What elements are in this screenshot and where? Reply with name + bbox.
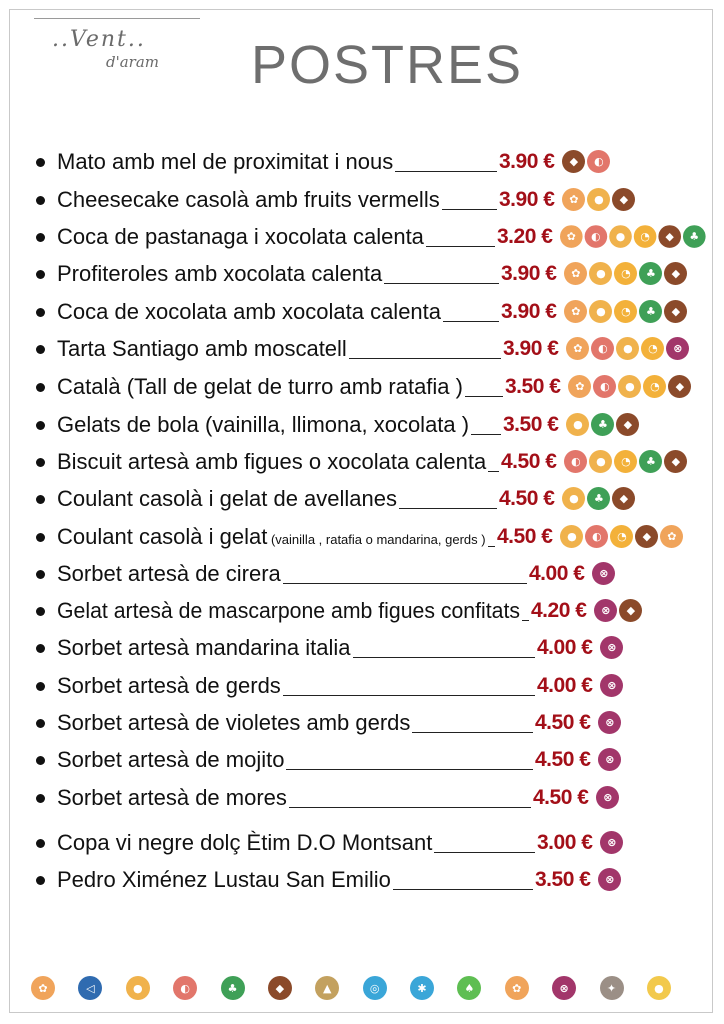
allergen-icons <box>600 831 623 855</box>
bullet-icon <box>36 308 45 317</box>
peanut-icon: ◆ <box>619 599 642 622</box>
eggs-icon: ● <box>587 188 610 211</box>
gluten-icon: ✿ <box>660 525 683 548</box>
bullet-icon <box>36 607 45 616</box>
dish-name-text: Sorbet artesà de violetes amb gerds <box>57 710 411 735</box>
menu-item <box>0 256 724 292</box>
nuts-icon: ◐ <box>585 525 608 548</box>
dish-name-text: Sorbet artesà de mojito <box>57 747 285 772</box>
sulphites-icon: ⊗ <box>666 337 689 360</box>
bullet-icon <box>36 570 45 579</box>
mustard-icon: ● <box>647 976 671 1000</box>
dish-name <box>57 481 397 517</box>
menu-item <box>0 780 724 816</box>
dish-name-text: Biscuit artesà amb figues o xocolata calenta <box>57 449 487 474</box>
dish-price: 3.20 € <box>497 225 553 248</box>
bullet-icon <box>36 158 45 167</box>
bullet-icon <box>36 421 45 430</box>
peanut-icon: ◆ <box>612 188 635 211</box>
dish-name <box>57 780 287 816</box>
soy-icon: ♣ <box>591 413 614 436</box>
dish-name <box>57 668 281 704</box>
dish-note: (vainilla , ratafia o mandarina, gerds ) <box>267 532 486 547</box>
peanut-icon: ◆ <box>268 976 292 1000</box>
dish-name-text: Català (Tall de gelat de turro amb ratafia ) <box>57 374 463 399</box>
dotted-leader <box>283 695 535 696</box>
dotted-leader <box>395 171 497 172</box>
eggs-icon: ● <box>126 976 150 1000</box>
allergen-icons <box>600 636 623 660</box>
dish-price: 4.50 € <box>533 786 589 809</box>
dotted-leader <box>488 546 495 547</box>
dish-name <box>57 369 463 405</box>
allergen-icons <box>596 786 619 810</box>
dish-price: 3.90 € <box>499 188 555 211</box>
dish-name-text: Pedro Ximénez Lustau San Emilio <box>57 867 391 892</box>
dotted-leader <box>443 321 499 322</box>
dish-name <box>57 256 382 292</box>
dotted-leader <box>349 358 501 359</box>
milk-icon: ◔ <box>614 262 637 285</box>
sulphites-icon: ⊗ <box>600 831 623 854</box>
allergen-icons <box>560 225 706 249</box>
bullet-icon <box>36 682 45 691</box>
dish-name <box>57 556 281 592</box>
dish-name-text: Sorbet artesà de gerds <box>57 673 281 698</box>
menu-item <box>0 668 724 704</box>
soy-icon: ♣ <box>639 262 662 285</box>
peanut-icon: ◆ <box>635 525 658 548</box>
allergen-icons <box>562 487 635 511</box>
eggs-icon: ● <box>566 413 589 436</box>
eggs-icon: ● <box>560 525 583 548</box>
gluten-icon: ✿ <box>568 375 591 398</box>
dish-name <box>57 219 424 255</box>
dish-name-text: Sorbet artesà de cirera <box>57 561 281 586</box>
allergen-icons <box>598 711 621 735</box>
dish-name-text: Coulant casolà i gelat <box>57 524 268 549</box>
dish-price: 3.50 € <box>505 375 561 398</box>
dish-price: 4.50 € <box>497 525 553 548</box>
dish-name-text: Coca de xocolata amb xocolata calenta <box>57 299 442 324</box>
dish-name <box>57 331 347 367</box>
menu-item <box>0 144 724 180</box>
bullet-icon <box>36 495 45 504</box>
sulphites-icon: ⊗ <box>598 748 621 771</box>
milk-icon: ◔ <box>643 375 666 398</box>
nuts-icon: ◐ <box>593 375 616 398</box>
peanut-icon: ◆ <box>616 413 639 436</box>
bullet-icon <box>36 270 45 279</box>
gluten-icon: ✿ <box>564 300 587 323</box>
dotted-leader <box>471 434 501 435</box>
nuts-icon: ◐ <box>591 337 614 360</box>
sesame-icon: ▲ <box>315 976 339 1000</box>
soy-icon: ♣ <box>221 976 245 1000</box>
dotted-leader <box>393 889 533 890</box>
sulphites-icon: ⊗ <box>592 562 615 585</box>
dish-price: 3.50 € <box>535 868 591 891</box>
sulphites-icon: ⊗ <box>552 976 576 1000</box>
menu-item <box>0 182 724 218</box>
allergen-icons <box>562 188 635 212</box>
soy-icon: ♣ <box>639 450 662 473</box>
allergen-icons <box>560 525 683 549</box>
sulphites-icon: ⊗ <box>600 674 623 697</box>
dish-price: 3.50 € <box>503 413 559 436</box>
soy-icon: ♣ <box>587 487 610 510</box>
eggs-icon: ● <box>616 337 639 360</box>
logo-wordmark: ..Vent.. <box>52 27 146 52</box>
bullet-icon <box>36 196 45 205</box>
dotted-leader <box>426 246 495 247</box>
sulphites-icon: ⊗ <box>596 786 619 809</box>
menu-item <box>0 593 724 629</box>
allergen-icons <box>562 150 610 174</box>
soy-icon: ♣ <box>683 225 706 248</box>
crab-icon: ✱ <box>410 976 434 1000</box>
eggs-icon: ● <box>610 225 633 248</box>
allergen-icons <box>598 748 621 772</box>
sulphites-icon: ⊗ <box>598 711 621 734</box>
sulphites-icon: ⊗ <box>594 599 617 622</box>
allergen-icons <box>598 868 621 892</box>
dish-price: 4.50 € <box>535 711 591 734</box>
dish-price: 4.50 € <box>535 748 591 771</box>
bullet-icon <box>36 458 45 467</box>
menu-item <box>0 825 724 861</box>
bullet-icon <box>36 533 45 542</box>
dotted-leader <box>412 732 533 733</box>
bullet-icon <box>36 876 45 885</box>
dish-price: 4.00 € <box>529 562 585 585</box>
sulphites-icon: ⊗ <box>600 636 623 659</box>
nuts-icon: ◐ <box>173 976 197 1000</box>
peanut-icon: ◆ <box>668 375 691 398</box>
dish-name <box>57 182 440 218</box>
dotted-leader <box>286 769 533 770</box>
allergen-icons <box>566 413 639 437</box>
peanut-icon: ◆ <box>562 150 585 173</box>
gluten-icon: ✿ <box>562 188 585 211</box>
dotted-leader <box>384 283 499 284</box>
dish-name <box>57 862 391 898</box>
menu-item <box>0 294 724 330</box>
dish-name <box>57 630 351 666</box>
dish-name-text: Cheesecake casolà amb fruits vermells <box>57 187 440 212</box>
milk-icon: ◔ <box>614 450 637 473</box>
dish-name-text: Sorbet artesà mandarina italia <box>57 635 351 660</box>
dotted-leader <box>399 508 497 509</box>
dish-price: 3.00 € <box>537 831 593 854</box>
bullet-icon <box>36 233 45 242</box>
dotted-leader <box>522 620 529 621</box>
gluten-icon: ✿ <box>566 337 589 360</box>
dotted-leader <box>353 657 536 658</box>
peanut-icon: ◆ <box>664 450 687 473</box>
bullet-icon <box>36 756 45 765</box>
dish-price: 3.90 € <box>501 262 557 285</box>
dish-price: 4.50 € <box>501 450 557 473</box>
milk-icon: ◔ <box>614 300 637 323</box>
eggs-icon: ● <box>589 262 612 285</box>
peanut-icon: ◆ <box>612 487 635 510</box>
menu-item <box>0 481 724 517</box>
bullet-icon <box>36 345 45 354</box>
dish-name-text: Coca de pastanaga i xocolata calenta <box>57 224 424 249</box>
dish-name-text: Sorbet artesà de mores <box>57 785 287 810</box>
eggs-icon: ● <box>589 450 612 473</box>
crustacean-icon: ◎ <box>363 976 387 1000</box>
menu-item <box>0 331 724 367</box>
menu-item <box>0 742 724 778</box>
allergen-icons <box>592 562 615 586</box>
celery-icon: ♠ <box>457 976 481 1000</box>
dish-name <box>57 825 432 861</box>
dish-price: 3.90 € <box>499 150 555 173</box>
peanut-icon: ◆ <box>664 300 687 323</box>
menu-item <box>0 630 724 666</box>
dish-price: 4.50 € <box>499 487 555 510</box>
peanut-icon: ◆ <box>664 262 687 285</box>
dish-name <box>57 705 410 741</box>
nuts-icon: ◐ <box>564 450 587 473</box>
dish-name <box>57 144 393 180</box>
dish-name <box>57 593 520 629</box>
eggs-icon: ● <box>589 300 612 323</box>
bullet-icon <box>36 383 45 392</box>
allergen-icons <box>564 450 687 474</box>
menu-item <box>0 556 724 592</box>
dish-name-text: Coulant casolà i gelat de avellanes <box>57 486 398 511</box>
allergen-legend <box>31 976 671 1004</box>
eggs-icon: ● <box>618 375 641 398</box>
dotted-leader <box>434 852 535 853</box>
bullet-icon <box>36 644 45 653</box>
dotted-leader <box>283 583 527 584</box>
dish-name <box>57 294 441 330</box>
allergen-icons <box>594 599 642 623</box>
bullet-icon <box>36 794 45 803</box>
dish-price: 4.20 € <box>531 599 587 622</box>
page-title: POSTRES <box>251 35 524 95</box>
dotted-leader <box>465 396 503 397</box>
menu-item <box>0 407 724 443</box>
dish-price: 4.00 € <box>537 674 593 697</box>
dotted-leader <box>488 471 499 472</box>
allergen-icons <box>600 674 623 698</box>
dish-name-text: Profiteroles amb xocolata calenta <box>57 261 383 286</box>
dish-name-text: Gelats de bola (vainilla, llimona, xocolata ) <box>57 412 470 437</box>
nuts-icon: ◐ <box>585 225 608 248</box>
dish-price: 4.00 € <box>537 636 593 659</box>
dish-name <box>57 407 469 443</box>
menu-item <box>0 444 724 480</box>
dotted-leader <box>442 209 497 210</box>
bullet-icon <box>36 839 45 848</box>
menu-item <box>0 369 724 405</box>
menu-item <box>0 519 724 555</box>
dish-name-text: Tarta Santiago amb moscatell <box>57 336 347 361</box>
bullet-icon <box>36 719 45 728</box>
dish-name-text: Mato amb mel de proximitat i nous <box>57 149 394 174</box>
dotted-leader <box>289 807 531 808</box>
allergen-icons <box>564 300 687 324</box>
menu-item <box>0 219 724 255</box>
peanut-icon: ◆ <box>659 225 682 248</box>
dish-name <box>57 519 486 558</box>
allergen-icons <box>564 262 687 286</box>
milk-icon: ◔ <box>634 225 657 248</box>
lupin-icon: ✦ <box>600 976 624 1000</box>
dish-price: 3.90 € <box>503 337 559 360</box>
dish-price: 3.90 € <box>501 300 557 323</box>
milk-icon: ◔ <box>610 525 633 548</box>
soy-icon: ♣ <box>639 300 662 323</box>
dish-name-text: Gelat artesà de mascarpone amb figues confitats <box>57 598 520 623</box>
eggs-icon: ● <box>562 487 585 510</box>
gluten-icon: ✿ <box>31 976 55 1000</box>
milk-icon: ◔ <box>641 337 664 360</box>
dish-name <box>57 444 486 480</box>
nuts-icon: ◐ <box>587 150 610 173</box>
menu-item <box>0 862 724 898</box>
sulphites-icon: ⊗ <box>598 868 621 891</box>
menu-item <box>0 705 724 741</box>
gluten-icon: ✿ <box>505 976 529 1000</box>
dish-name-text: Copa vi negre dolç Ètim D.O Montsant <box>57 830 433 855</box>
logo-subtitle: d'aram <box>106 53 160 71</box>
allergen-icons <box>566 337 689 361</box>
fish-icon: ◁ <box>78 976 102 1000</box>
gluten-icon: ✿ <box>564 262 587 285</box>
dish-name <box>57 742 284 778</box>
allergen-icons <box>568 375 691 399</box>
gluten-icon: ✿ <box>560 225 583 248</box>
